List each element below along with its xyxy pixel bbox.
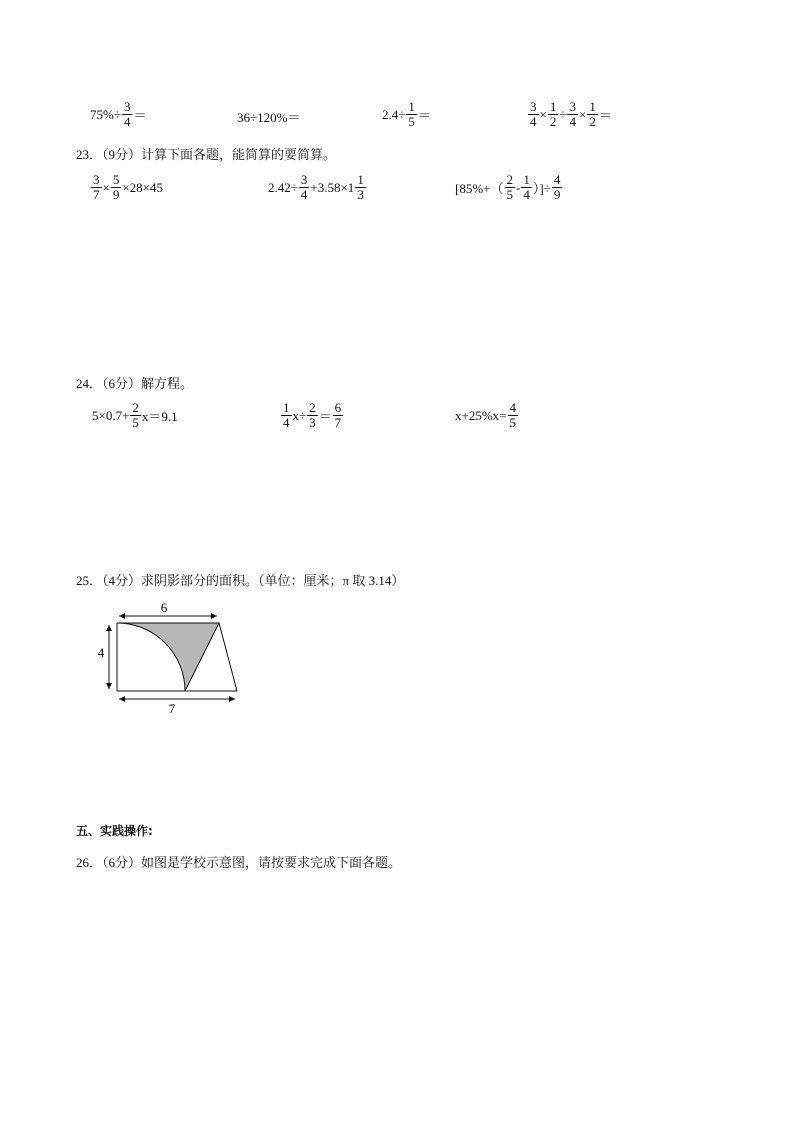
q24-equation-3: x+25%x= $\frac{4}{5}$ [455, 400, 516, 430]
fraction: $\frac{6}{7}$ [334, 400, 342, 430]
arrowhead-icon [119, 696, 125, 702]
q24-equation-1: 5×0.7+ $\frac{2}{5}$ x＝9.1 [92, 400, 178, 430]
arrowhead-icon [106, 625, 112, 631]
section-5-title: 五、实践操作: [76, 824, 153, 838]
question-24-title: 24．（6分）解方程。 [76, 376, 194, 391]
arrowhead-icon [211, 613, 217, 619]
q23-expr-1: $\frac{3}{7}$ × $\frac{5}{9}$ ×28×45 [93, 172, 164, 202]
fraction: $\frac{3}{4}$ [569, 99, 576, 129]
q23-expr-2: 2.42÷ $\frac{3}{4}$ +3.58×1 $\frac{1}{3}$ [268, 172, 364, 202]
question-26-title: 26．（6分）如图是学校示意图，请按要求完成下面各题。 [76, 855, 402, 870]
fraction: $\frac{1}{3}$ [357, 172, 364, 202]
fraction: $\frac{4}{5}$ [509, 400, 516, 430]
shaded-area-figure [92, 596, 244, 718]
expr-2-4-div: 2.4 ÷ $\frac{1}{5}$ ＝ [382, 99, 431, 129]
q23-expr-3: [85%+（ $\frac{2}{5}$ - $\frac{1}{4}$ ）]÷ $\frac{4}{9}$ [455, 172, 561, 202]
question-23-title: 23．（9分）计算下面各题，能简算的要简算。 [76, 147, 337, 162]
expr-fraction-chain: $\frac{3}{4}$ × $\frac{1}{2}$ ÷ $\frac{3}{4}$ × $\frac{1}{2}$ ＝ [530, 99, 612, 129]
fraction: $\frac{1}{2}$ [549, 99, 557, 129]
fraction: $\frac{3}{7}$ [93, 172, 100, 202]
fraction: $\frac{2}{5}$ [132, 400, 139, 430]
top-dimension-label: 6 [160, 600, 168, 615]
shaded-region [117, 623, 219, 691]
slanted-edge [219, 623, 237, 691]
question-25-title: 25．（4分）求阴影部分的面积。（单位：厘米；π 取 3.14） [76, 573, 405, 588]
fraction: $\frac{3}{4}$ [123, 99, 131, 129]
fraction: $\frac{1}{2}$ [589, 99, 596, 129]
fraction: $\frac{3}{4}$ [530, 99, 537, 129]
fraction: $\frac{2}{5}$ [506, 172, 513, 202]
bottom-dimension-label: 7 [168, 701, 176, 716]
fraction: $\frac{1}{4}$ [283, 400, 290, 430]
q24-equation-2: $\frac{1}{4}$ x÷ $\frac{2}{3}$ ＝ $\frac{6}{7}$ [283, 400, 342, 430]
fraction: $\frac{1}{5}$ [408, 99, 415, 129]
fraction: $\frac{2}{3}$ [309, 400, 316, 430]
expr-36-div-120pct: 36÷120%＝ [237, 110, 301, 125]
expr-75pct-div: 75% ÷ $\frac{3}{4}$ ＝ [90, 99, 147, 129]
fraction: $\frac{1}{4}$ [523, 172, 530, 202]
arrowhead-icon [106, 683, 112, 689]
fraction: $\frac{3}{4}$ [300, 172, 308, 202]
fraction: $\frac{4}{9}$ [553, 172, 561, 202]
arrowhead-icon [229, 696, 235, 702]
left-dimension-label: 4 [97, 645, 105, 660]
fraction: $\frac{5}{9}$ [112, 172, 120, 202]
arrowhead-icon [119, 613, 125, 619]
